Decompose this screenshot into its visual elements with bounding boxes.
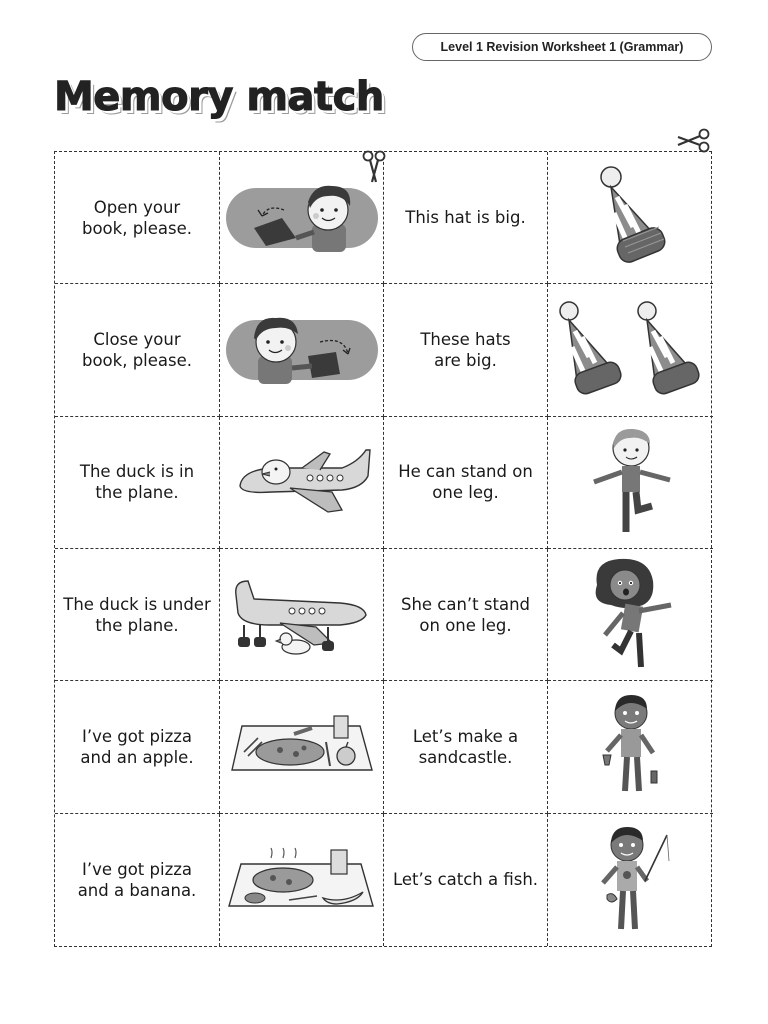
card-picture-duck-in-plane[interactable] [220,417,384,549]
card-sentence[interactable] [55,549,220,681]
card-text: She can’t stand on one leg. [400,594,531,635]
card-sentence[interactable] [384,152,548,284]
card-text: I’ve got pizza and a banana. [77,859,197,900]
card-sentence[interactable] [55,417,220,549]
card-text: He can stand on one leg. [398,462,533,503]
card-picture-girl-falling-over[interactable] [548,549,713,681]
boy-bucket-spade-illustration [591,691,671,803]
girl-falling-illustration [583,555,679,675]
card-picture-boy-with-bucket-spade[interactable] [548,681,713,813]
tray-pizza-apple-illustration [230,712,374,782]
card-sentence[interactable] [55,681,220,813]
card-picture-boy-with-fishing-rod[interactable] [548,814,713,946]
card-sentence[interactable] [55,152,220,284]
boy-opening-book-illustration [224,180,380,256]
page-title: Memory match [54,74,384,120]
card-sentence[interactable] [55,814,220,946]
card-text: Open your book, please. [81,197,193,238]
card-sentence[interactable] [384,284,548,416]
card-picture-tray-pizza-banana[interactable] [220,814,384,946]
plane-duck-under-illustration [230,573,374,657]
worksheet-label: Level 1 Revision Worksheet 1 (Grammar) [412,33,712,61]
card-sentence[interactable] [384,681,548,813]
card-text: Let’s catch a fish. [392,870,539,890]
card-picture-boy-opening-book[interactable] [220,152,384,284]
boy-one-leg-illustration [586,424,676,540]
plane-with-duck-illustration [232,442,372,522]
boy-fishing-rod-illustration [589,821,673,939]
card-text: The duck is in the plane. [79,462,195,503]
two-striped-hats-illustration [551,295,711,405]
card-picture-two-striped-hats[interactable] [548,284,713,416]
card-text: Let’s make a sandcastle. [412,726,519,767]
card-text: I’ve got pizza and an apple. [80,726,194,767]
striped-hat-illustration [581,163,681,273]
card-sentence[interactable] [55,284,220,416]
card-text: Close your book, please. [81,329,193,370]
boy-closing-book-illustration [224,312,380,388]
card-picture-duck-under-plane[interactable] [220,549,384,681]
card-text: The duck is under the plane. [63,594,211,635]
card-text: These hats are big. [420,329,511,370]
card-sentence[interactable] [384,549,548,681]
card-picture-boy-closing-book[interactable] [220,284,384,416]
card-picture-tray-pizza-apple[interactable] [220,681,384,813]
card-text: This hat is big. [405,208,526,228]
card-sentence[interactable] [384,814,548,946]
tray-pizza-banana-illustration [227,844,377,916]
card-picture-boy-standing-one-leg[interactable] [548,417,713,549]
card-sentence[interactable] [384,417,548,549]
card-picture-one-striped-hat[interactable] [548,152,713,284]
memory-match-grid [54,151,712,947]
